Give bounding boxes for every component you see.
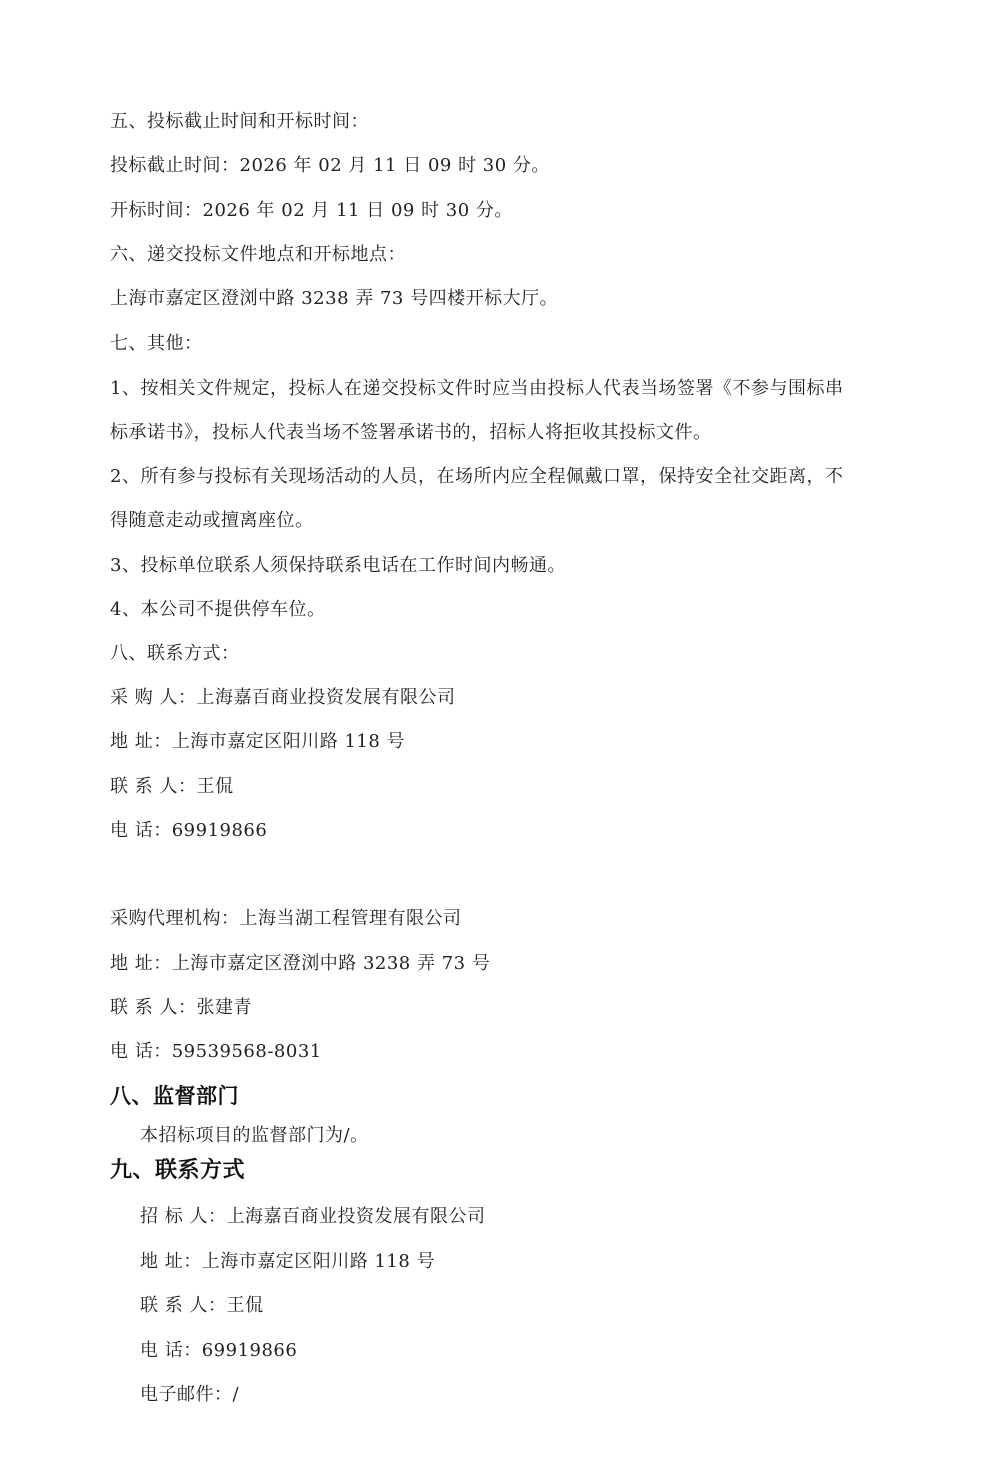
other-item-1-line-2: 标承诺书》，投标人代表当场不签署承诺书的，招标人将拒收其投标文件。	[110, 422, 712, 443]
supervision-heading: 八、监督部门	[110, 1084, 239, 1108]
other-item-2-line-2: 得随意走动或擅离座位。	[110, 510, 314, 531]
purchaser-address-line: 地 址：上海市嘉定区阳川路 118 号	[110, 731, 406, 752]
section-submission-location-heading: 六、递交投标文件地点和开标地点：	[110, 244, 406, 265]
tenderer-contact-line: 联 系 人：王侃	[140, 1295, 264, 1316]
agency-contact-line: 联 系 人：张建青	[110, 997, 252, 1018]
supervision-line: 本招标项目的监督部门为/。	[140, 1125, 369, 1146]
other-item-2-line-1: 2、所有参与投标有关现场活动的人员，在场所内应全程佩戴口罩，保持安全社交距离，不	[110, 466, 844, 487]
bid-opening-time-line: 开标时间：2026 年 02 月 11 日 09 时 30 分。	[110, 200, 513, 221]
section-bid-deadline-heading: 五、投标截止时间和开标时间：	[110, 111, 369, 132]
tenderer-email-line: 电子邮件：/	[140, 1384, 240, 1405]
agency-name-line: 采购代理机构：上海当湖工程管理有限公司	[110, 908, 462, 929]
agency-phone-line: 电 话：59539568-8031	[110, 1041, 322, 1062]
contact-method-heading: 九、联系方式	[110, 1158, 246, 1183]
tenderer-address-line: 地 址：上海市嘉定区阳川路 118 号	[140, 1251, 436, 1272]
other-item-4: 4、本公司不提供停车位。	[110, 599, 326, 620]
purchaser-contact-line: 联 系 人：王侃	[110, 776, 234, 797]
submission-location-line: 上海市嘉定区澄浏中路 3238 弄 73 号四楼开标大厅。	[110, 288, 559, 309]
agency-address-line: 地 址：上海市嘉定区澄浏中路 3238 弄 73 号	[110, 953, 491, 974]
bid-deadline-line: 投标截止时间：2026 年 02 月 11 日 09 时 30 分。	[110, 155, 550, 176]
tenderer-phone-line: 电 话：69919866	[140, 1340, 298, 1361]
tenderer-name-line: 招 标 人：上海嘉百商业投资发展有限公司	[140, 1206, 486, 1227]
other-item-1-line-1: 1、按相关文件规定，投标人在递交投标文件时应当由投标人代表当场签署《不参与围标串	[110, 378, 844, 399]
section-other-heading: 七、其他：	[110, 333, 203, 354]
other-item-3: 3、投标单位联系人须保持联系电话在工作时间内畅通。	[110, 555, 566, 576]
purchaser-phone-line: 电 话：69919866	[110, 820, 268, 841]
section-contact-heading: 八、联系方式：	[110, 643, 240, 664]
purchaser-name-line: 采 购 人：上海嘉百商业投资发展有限公司	[110, 687, 456, 708]
